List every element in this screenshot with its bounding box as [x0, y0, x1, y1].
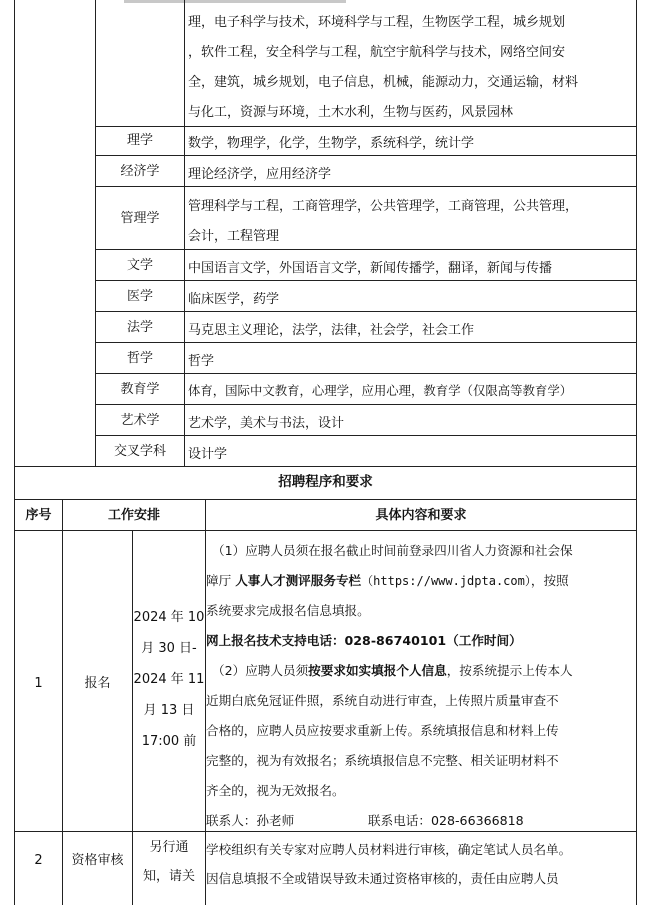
time-line: 知，请关: [142, 869, 195, 884]
major-category: 哲学: [126, 351, 153, 366]
major-category: 文学: [126, 258, 153, 273]
detail-line: [206, 570, 569, 589]
major-list: 艺术学，美术与书法，设计: [188, 416, 345, 431]
major-category: 交叉学科: [113, 444, 166, 459]
major-list: 哲学: [188, 354, 215, 369]
major-list: 设计学: [188, 447, 228, 462]
engineering-majors-line: ，软件工程，安全科学与工程，航空宇航科学与技术，网络空间安: [188, 45, 566, 60]
header-details: 具体内容和要求: [375, 508, 467, 523]
major-list: 体育，国际中文教育，心理学，应用心理，教育学（仅限高等教育学）: [188, 383, 573, 398]
major-category: 法学: [126, 320, 153, 335]
major-list: 中国语言文学，外国语言文学，新闻传播学，翻译，新闻与传播: [188, 261, 553, 276]
major-list: 会计，工程管理: [188, 229, 280, 244]
row-seq: 2: [34, 853, 43, 868]
emphasis-text: 按要求如实填报个人信息: [308, 663, 447, 678]
detail-line: 齐全的，视为无效报名。: [206, 783, 345, 798]
row-stage: 报名: [84, 676, 111, 691]
time-line: 月 13 日: [143, 703, 195, 718]
detail-line: （1）应聘人员须在报名截止时间前登录四川省人力资源和社会保: [212, 543, 573, 558]
time-line: 2024 年 10: [133, 610, 205, 625]
time-line: 月 30 日-: [141, 641, 197, 656]
major-list: 数学，物理学，化学，生物学，系统科学，统计学: [188, 136, 475, 151]
major-category: 经济学: [120, 164, 160, 179]
tech-support-phone: 网上报名技术支持电话：028-86740101（工作时间）: [206, 633, 522, 648]
row-stage: 资格审核: [71, 853, 124, 868]
detail-line: 近期白底免冠证件照，系统自动进行审查，上传照片质量审查不: [206, 693, 559, 708]
major-category: 管理学: [120, 211, 160, 226]
detail-line: 合格的，应聘人员应按要求重新上传。系统填报信息和材料上传: [206, 723, 559, 738]
major-list: 管理科学与工程，工商管理学，公共管理学，工商管理，公共管理，: [188, 199, 579, 214]
major-category: 艺术学: [120, 413, 160, 428]
detail-line: 系统要求完成报名信息填报。: [206, 603, 370, 618]
engineering-majors-line: 与化工，资源与环境，土木水利，生物与医药，风景园林: [188, 105, 514, 120]
registration-url[interactable]: （https://www.jdpta.com）: [361, 574, 531, 588]
time-line: 17:00 前: [141, 734, 197, 749]
detail-text: （2）应聘人员须: [212, 663, 309, 678]
time-line: 另行通: [149, 840, 189, 855]
contact-person: 联系人：孙老师: [206, 813, 295, 828]
major-list: 马克思主义理论，法学，法律，社会学，社会工作: [188, 323, 475, 338]
header-seq: 序号: [25, 508, 52, 523]
detail-line: 完整的，视为有效报名；系统填报信息不完整、相关证明材料不: [206, 753, 559, 768]
detail-line: [212, 660, 573, 679]
detail-text: ，按照: [530, 573, 569, 588]
detail-text: ，按系统提示上传本人: [446, 663, 573, 678]
major-category: 理学: [126, 133, 153, 148]
section-title: 招聘程序和要求: [278, 474, 373, 490]
detail-line: 学校组织有关专家对应聘人员材料进行审核，确定笔试人员名单。: [206, 842, 572, 857]
major-category: 教育学: [120, 382, 160, 397]
contact-phone: 联系电话：028-66366818: [368, 813, 524, 828]
detail-text: 障厅: [206, 573, 236, 588]
engineering-majors-line: 理，电子科学与技术，环境科学与工程，生物医学工程，城乡规划: [188, 15, 566, 30]
engineering-majors-line: 全，建筑，城乡规划，电子信息，机械，能源动力，交通运输，材料: [188, 75, 579, 90]
time-line: 2024 年 11: [133, 672, 205, 687]
header-arrangement: 工作安排: [107, 508, 160, 523]
major-list: 临床医学，药学: [188, 292, 280, 307]
major-list: 理论经济学，应用经济学: [188, 167, 332, 182]
row-seq: 1: [34, 676, 43, 691]
detail-line: 因信息填报不全或错误导致未通过资格审核的，责任由应聘人员: [206, 871, 559, 886]
service-column-name: 人事人才测评服务专栏: [235, 573, 362, 588]
major-category: 医学: [126, 289, 153, 304]
top-scroll-band: [124, 0, 346, 3]
